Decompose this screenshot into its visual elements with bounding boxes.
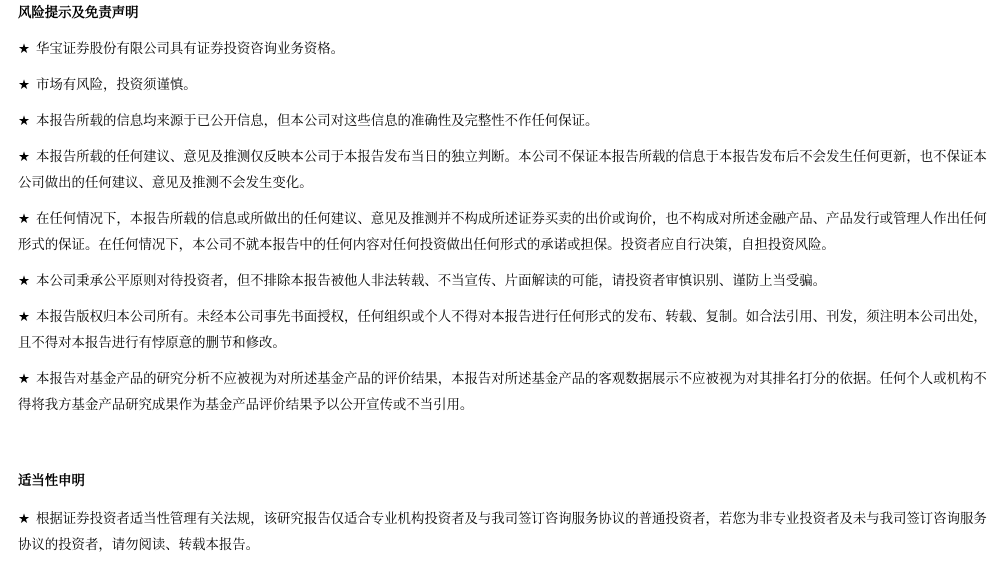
risk-item-3: ★ 本报告所载的信息均来源于已公开信息，但本公司对这些信息的准确性及完整性不作任何保证。	[18, 114, 599, 129]
risk-disclaimer-title: 风险提示及免责声明	[18, 6, 139, 21]
risk-item-8: ★ 本报告对基金产品的研究分析不应被视为对所述基金产品的评价结果，本报告对所述基金产品的客观数据展示不应被视为对其排名打分的依据。任何个人或机构不得将我方基金产品研究成果作为基金产品评价结果予以公开宣传或不当引用。	[18, 372, 987, 413]
star-icon: ★	[18, 212, 31, 227]
risk-item-2: ★ 市场有风险，投资须谨慎。	[18, 78, 197, 93]
risk-item-4: ★ 本报告所载的任何建议、意见及推测仅反映本公司于本报告发布当日的独立判断。本公司不保证本报告所载的信息于本报告发布后不会发生任何更新，也不保证本公司做出的任何建议、意见及推测不会发生变化。	[18, 150, 987, 191]
star-icon: ★	[18, 78, 31, 93]
star-icon: ★	[18, 42, 31, 57]
risk-item-5: ★ 在任何情况下，本报告所载的信息或所做出的任何建议、意见及推测并不构成所述证券买卖的出价或询价，也不构成对所述金融产品、产品发行或管理人作出任何形式的保证。在任何情况下，本公司不就本报告中的任何内容对任何投资做出任何形式的承诺或担保。投资者应自行决策，自担投资风险。	[18, 212, 987, 253]
suitability-list	[18, 507, 997, 559]
star-icon: ★	[18, 274, 31, 289]
risk-item-7: ★ 本报告版权归本公司所有。未经本公司事先书面授权，任何组织或个人不得对本报告进行任何形式的发布、转载、复制。如合法引用、刊发，须注明本公司出处，且不得对本报告进行有悖原意的删节和修改。	[18, 310, 987, 351]
star-icon: ★	[18, 310, 31, 325]
star-icon: ★	[18, 114, 31, 129]
star-icon: ★	[18, 150, 31, 165]
suitability-title: 适当性申明	[18, 474, 85, 489]
star-icon: ★	[18, 512, 31, 527]
risk-item-1: ★ 华宝证券股份有限公司具有证券投资咨询业务资格。	[18, 42, 344, 57]
risk-item-6: ★ 本公司秉承公平原则对待投资者，但不排除本报告被他人非法转载、不当宣传、片面解读的可能，请投资者审慎识别、谨防上当受骗。	[18, 274, 827, 289]
suitability-item-1: ★ 根据证券投资者适当性管理有关法规，该研究报告仅适合专业机构投资者及与我司签订咨询服务协议的普通投资者，若您为非专业投资者及未与我司签订咨询服务协议的投资者，请勿阅读、转载本报告。	[18, 512, 987, 553]
risk-disclaimer-list	[18, 37, 997, 419]
star-icon: ★	[18, 372, 31, 387]
